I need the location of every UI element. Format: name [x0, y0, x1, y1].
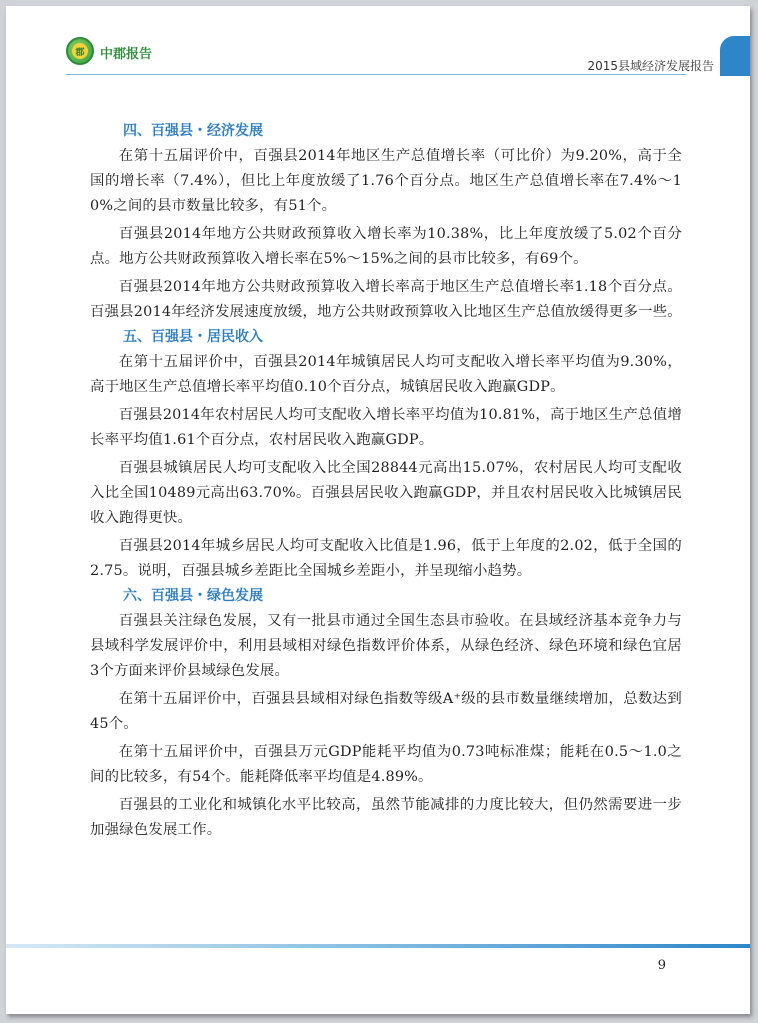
- paragraph: 百强县2014年地方公共财政预算收入增长率为10.38%，比上年度放缓了5.02个百分点。地方公共财政预算收入增长率在5%～15%之间的县市比较多，有69个。: [90, 226, 682, 267]
- brand-name: 中郡报告: [100, 47, 153, 62]
- header-tab-decoration: [720, 36, 750, 76]
- paragraph: 在第十五届评价中，百强县2014年城镇居民人均可支配收入增长率平均值为9.30%，高于地区生产总值增长率平均值0.10个百分点，城镇居民收入跑赢GDP。: [90, 354, 682, 395]
- paragraph: 百强县城镇居民人均可支配收入比全国28844元高出15.07%，农村居民人均可支配收入比全国10489元高出63.70%。百强县居民收入跑赢GDP，并且农村居民收入比城镇居民收入跑得更快。: [90, 460, 682, 526]
- paragraph: 百强县的工业化和城镇化水平比较高，虽然节能减排的力度比较大，但仍然需要进一步加强绿色发展工作。: [90, 797, 682, 838]
- paragraph: 百强县关注绿色发展，又有一批县市通过全国生态县市验收。在县域经济基本竞争力与县域科学发展评价中，利用县域相对绿色指数评价体系，从绿色经济、绿色环境和绿色宜居3个方面来评价县域绿色发展。: [90, 613, 682, 679]
- header-divider: [66, 74, 686, 75]
- section-title-green: 六、百强县・绿色发展: [123, 588, 263, 604]
- page-number: 9: [657, 958, 666, 973]
- report-page: [6, 6, 750, 1014]
- report-title: 2015县域经济发展报告: [587, 59, 714, 73]
- zhongjun-logo-icon: [66, 37, 94, 65]
- paragraph: 百强县2014年城乡居民人均可支配收入比值是1.96，低于上年度的2.02，低于全国的2.75。说明，百强县城乡差距比全国城乡差距小，并呈现缩小趋势。: [90, 538, 682, 579]
- paragraph: 在第十五届评价中，百强县万元GDP能耗平均值为0.73吨标准煤；能耗在0.5～1.0之间的比较多，有54个。能耗降低率平均值是4.89%。: [90, 744, 682, 785]
- section-title-economy: 四、百强县・经济发展: [123, 123, 263, 139]
- paragraph: 在第十五届评价中，百强县县域相对绿色指数等级A⁺级的县市数量继续增加，总数达到45个。: [90, 691, 682, 732]
- paragraph: 在第十五届评价中，百强县2014年地区生产总值增长率（可比价）为9.20%，高于全国的增长率（7.4%），但比上年度放缓了1.76个百分点。地区生产总值增长率在7.4%～10%之间的县市数量比较多，有51个。: [90, 148, 682, 214]
- main-content: [90, 119, 682, 843]
- section-title-income: 五、百强县・居民收入: [123, 329, 263, 345]
- footer-divider: [6, 944, 750, 948]
- logo-glyph: 郡: [72, 43, 88, 59]
- paragraph: 百强县2014年农村居民人均可支配收入增长率平均值为10.81%，高于地区生产总值增长率平均值1.61个百分点，农村居民收入跑赢GDP。: [90, 407, 682, 448]
- paragraph: 百强县2014年地方公共财政预算收入增长率高于地区生产总值增长率1.18个百分点。百强县2014年经济发展速度放缓，地方公共财政预算收入比地区生产总值放缓得更多一些。: [90, 279, 682, 320]
